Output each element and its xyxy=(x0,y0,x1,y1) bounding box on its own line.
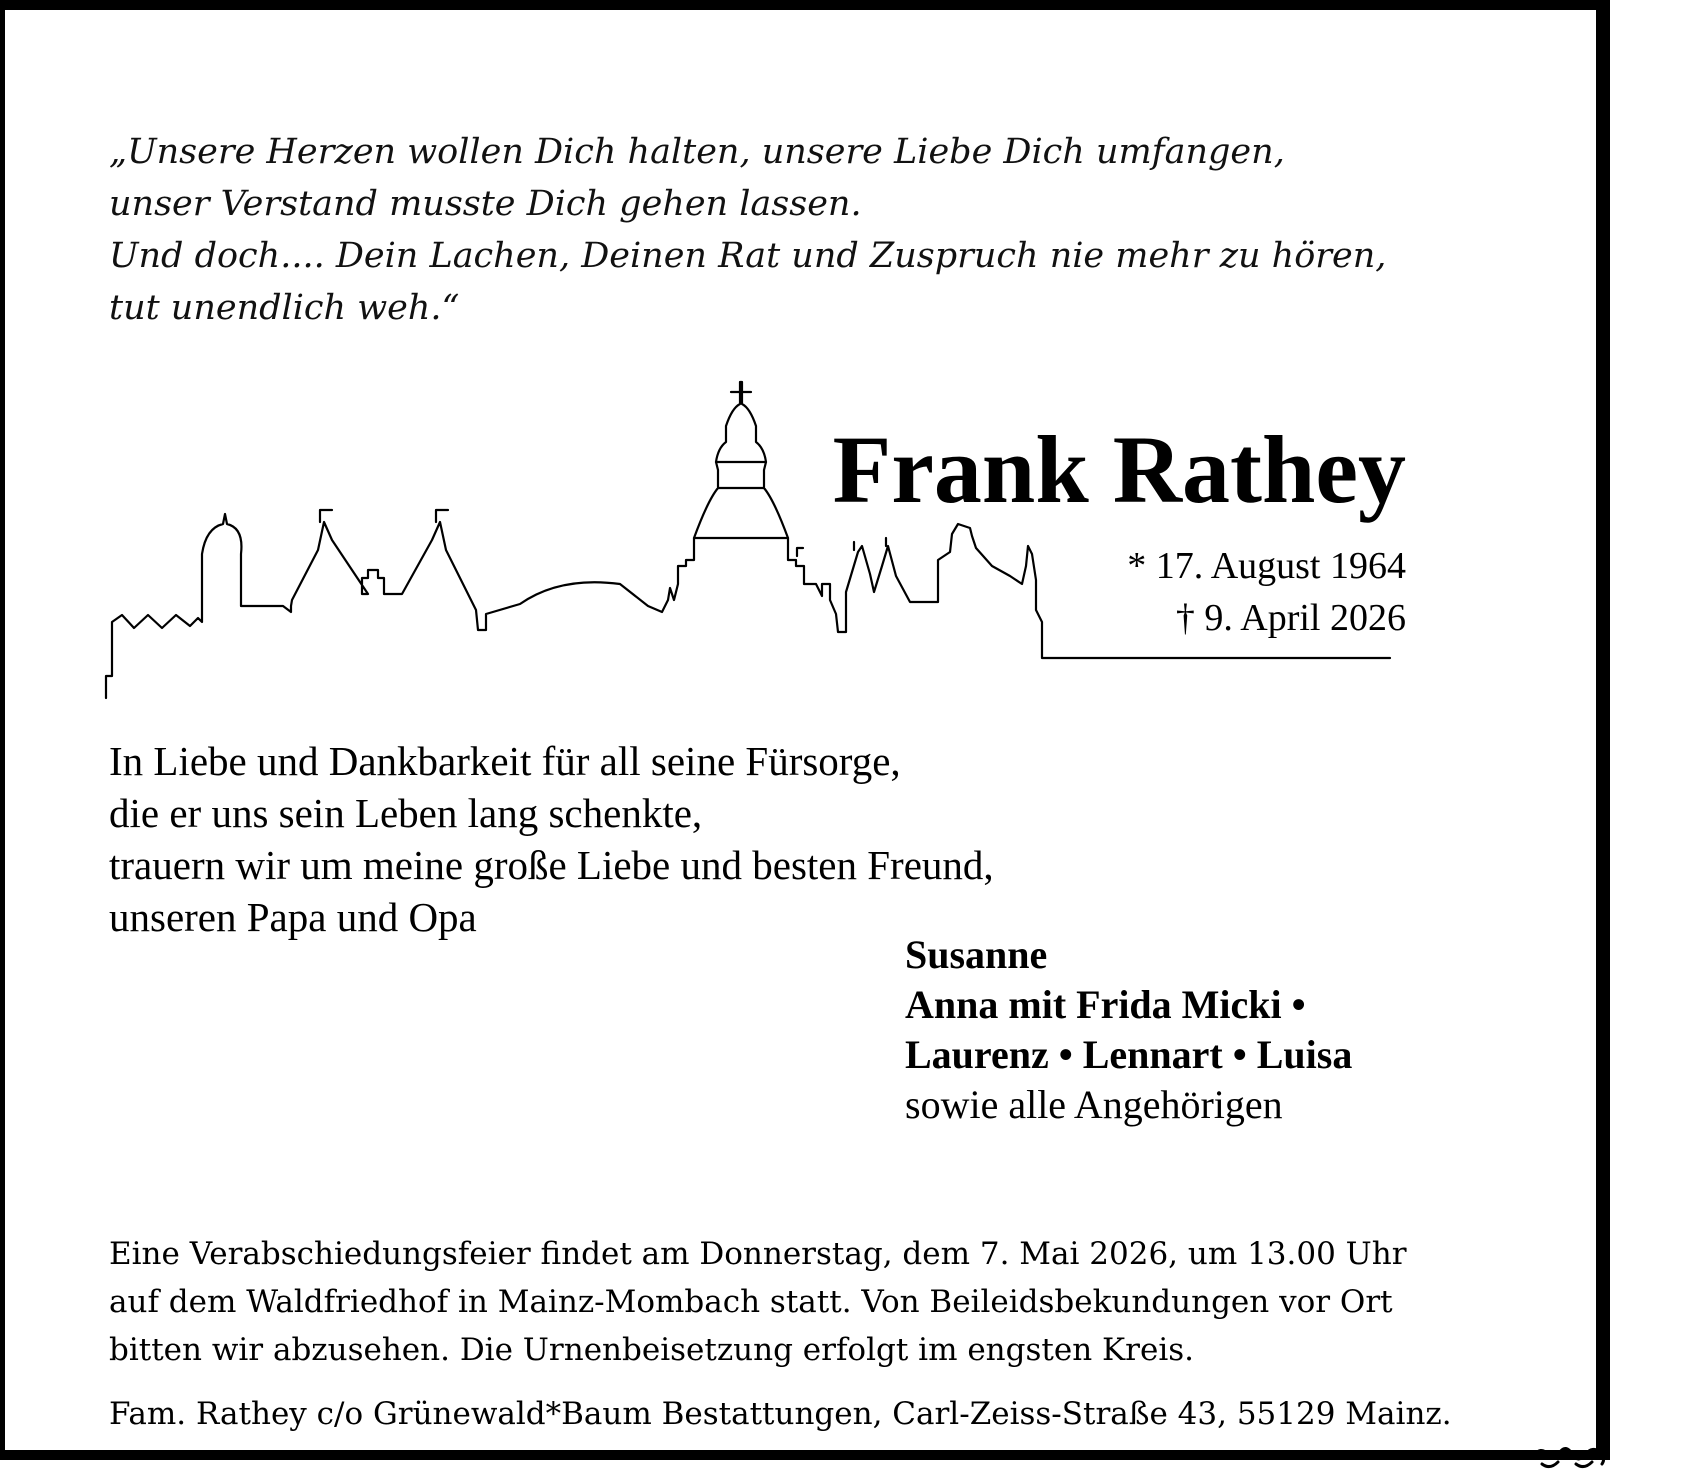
birth-date: * 17. August 1964 xyxy=(1127,545,1406,587)
mourning-line: In Liebe und Dankbarkeit für all seine Fürsorge, xyxy=(109,738,901,784)
quote-line: unser Verstand musste Dich gehen lassen. xyxy=(109,184,862,224)
mourning-text xyxy=(109,735,994,943)
ornament-logo xyxy=(1530,1442,1610,1472)
contact-address: Fam. Rathey c/o Grünewald*Baum Bestattungen, Carl-Zeiss-Straße 43, 55129 Mainz. xyxy=(109,1396,1452,1432)
ceremony-notice xyxy=(109,1230,1407,1374)
family-closing: sowie alle Angehörigen xyxy=(905,1082,1283,1127)
quote-line: „Unsere Herzen wollen Dich halten, unsere Liebe Dich umfangen, xyxy=(109,132,1285,172)
family-signature xyxy=(905,930,1352,1130)
quote-line: Und doch.... Dein Lachen, Deinen Rat und Zuspruch nie mehr zu hören, xyxy=(109,236,1387,276)
mourning-line: die er uns sein Leben lang schenkte, xyxy=(109,790,703,836)
mourning-line: trauern wir um meine große Liebe und besten Freund, xyxy=(109,842,994,888)
mourning-line: unseren Papa und Opa xyxy=(109,894,477,940)
opening-quote xyxy=(109,126,1386,334)
quote-line: tut unendlich weh.“ xyxy=(109,288,460,328)
notice-line: Eine Verabschiedungsfeier findet am Donnerstag, dem 7. Mai 2026, um 13.00 Uhr xyxy=(109,1236,1407,1272)
deceased-name: Frank Rathey xyxy=(832,416,1406,523)
notice-line: bitten wir abzusehen. Die Urnenbeisetzung erfolgt im engsten Kreis. xyxy=(109,1332,1195,1368)
notice-line: auf dem Waldfriedhof in Mainz-Mombach statt. Von Beileidsbekundungen vor Ort xyxy=(109,1284,1393,1320)
death-date: † 9. April 2026 xyxy=(1175,597,1406,639)
family-line: Susanne xyxy=(905,932,1048,977)
life-dates xyxy=(1127,540,1406,644)
family-line: Laurenz • Lennart • Luisa xyxy=(905,1032,1353,1077)
family-line: Anna mit Frida Micki • xyxy=(905,982,1306,1027)
